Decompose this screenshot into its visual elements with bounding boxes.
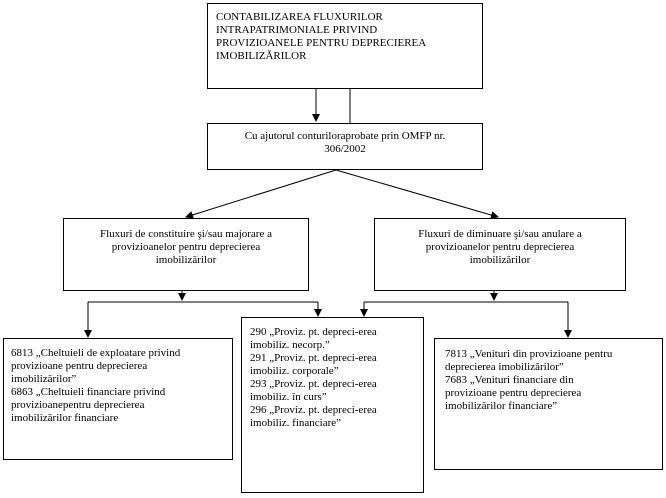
provisions-line-8: imobiliz. financiare” (250, 417, 342, 429)
expenses-line-1: 6813 „Cheltuieli de exploatare privind (11, 347, 181, 359)
provisions-line-6: imobiliz. în curs” (250, 391, 327, 403)
expenses-line-6: imobilizărilor financiare (11, 412, 119, 424)
provisions-line-2: imobiliz. necorp.” (250, 339, 330, 351)
revenues-box (434, 338, 663, 470)
provisions-box (241, 317, 424, 493)
right-flow-box (374, 218, 626, 291)
expenses-line-4: 6863 „Cheltuieli financiare privind (11, 386, 166, 398)
provisions-line-4: imobiliz. corporale” (250, 365, 339, 377)
revenues-line-4: provizioane pentru deprecierea (445, 387, 582, 399)
revenues-line-2: deprecierea imobilizărilor” (445, 361, 564, 373)
provisions-line-1: 290 „Proviz. pt. depreci-erea (250, 326, 377, 338)
expenses-line-5: provizioanepentru deprecierea (11, 399, 145, 411)
right-flow-line-3: imobilizărilor (469, 254, 531, 266)
revenues-line-1: 7813 „Venituri din provizioane pentru (445, 348, 613, 360)
title-box (207, 3, 483, 89)
left-flow-box (63, 218, 309, 291)
expenses-line-2: provizioane pentru deprecierea (11, 360, 148, 372)
revenues-line-5: imobilizărilor financiare” (445, 400, 558, 412)
title-line-1: CONTABILIZAREA FLUXURILOR (216, 11, 383, 23)
expenses-box (3, 338, 233, 460)
provisions-line-7: 296 „Proviz. pt. depreci-erea (250, 404, 377, 416)
provisions-line-3: 291 „Proviz. pt. depreci-erea (250, 352, 377, 364)
right-flow-line-2: provizioanelor pentru deprecierea (425, 241, 575, 253)
left-flow-line-2: provizioanelor pentru deprecierea (111, 241, 261, 253)
right-flow-line-1: Fluxuri de diminuare şi/sau anulare a (418, 228, 582, 240)
left-flow-line-1: Fluxuri de constituire şi/sau majorare a (100, 228, 272, 240)
provisions-line-5: 293 „Proviz. pt. depreci-erea (250, 378, 377, 390)
title-line-4: IMOBILIZĂRILOR (216, 50, 307, 62)
accounts-box (207, 123, 483, 170)
arrow-accounts-to-right-flow (336, 170, 498, 217)
title-line-2: INTRAPATRIMONIALE PRIVIND (216, 24, 378, 36)
expenses-line-3: imobilizărilor” (11, 373, 77, 385)
arrow-accounts-to-left-flow (186, 170, 336, 217)
left-flow-line-3: imobilizărilor (155, 254, 217, 266)
accounts-line-1: Cu ajutorul conturiloraprobate prin OMFP nr. (244, 130, 446, 142)
title-line-3: PROVIZIOANELE PENTRU DEPRECIEREA (216, 37, 427, 49)
revenues-line-3: 7683 „Venituri financiare din (445, 374, 574, 386)
accounts-line-2: 306/2002 (324, 143, 366, 155)
